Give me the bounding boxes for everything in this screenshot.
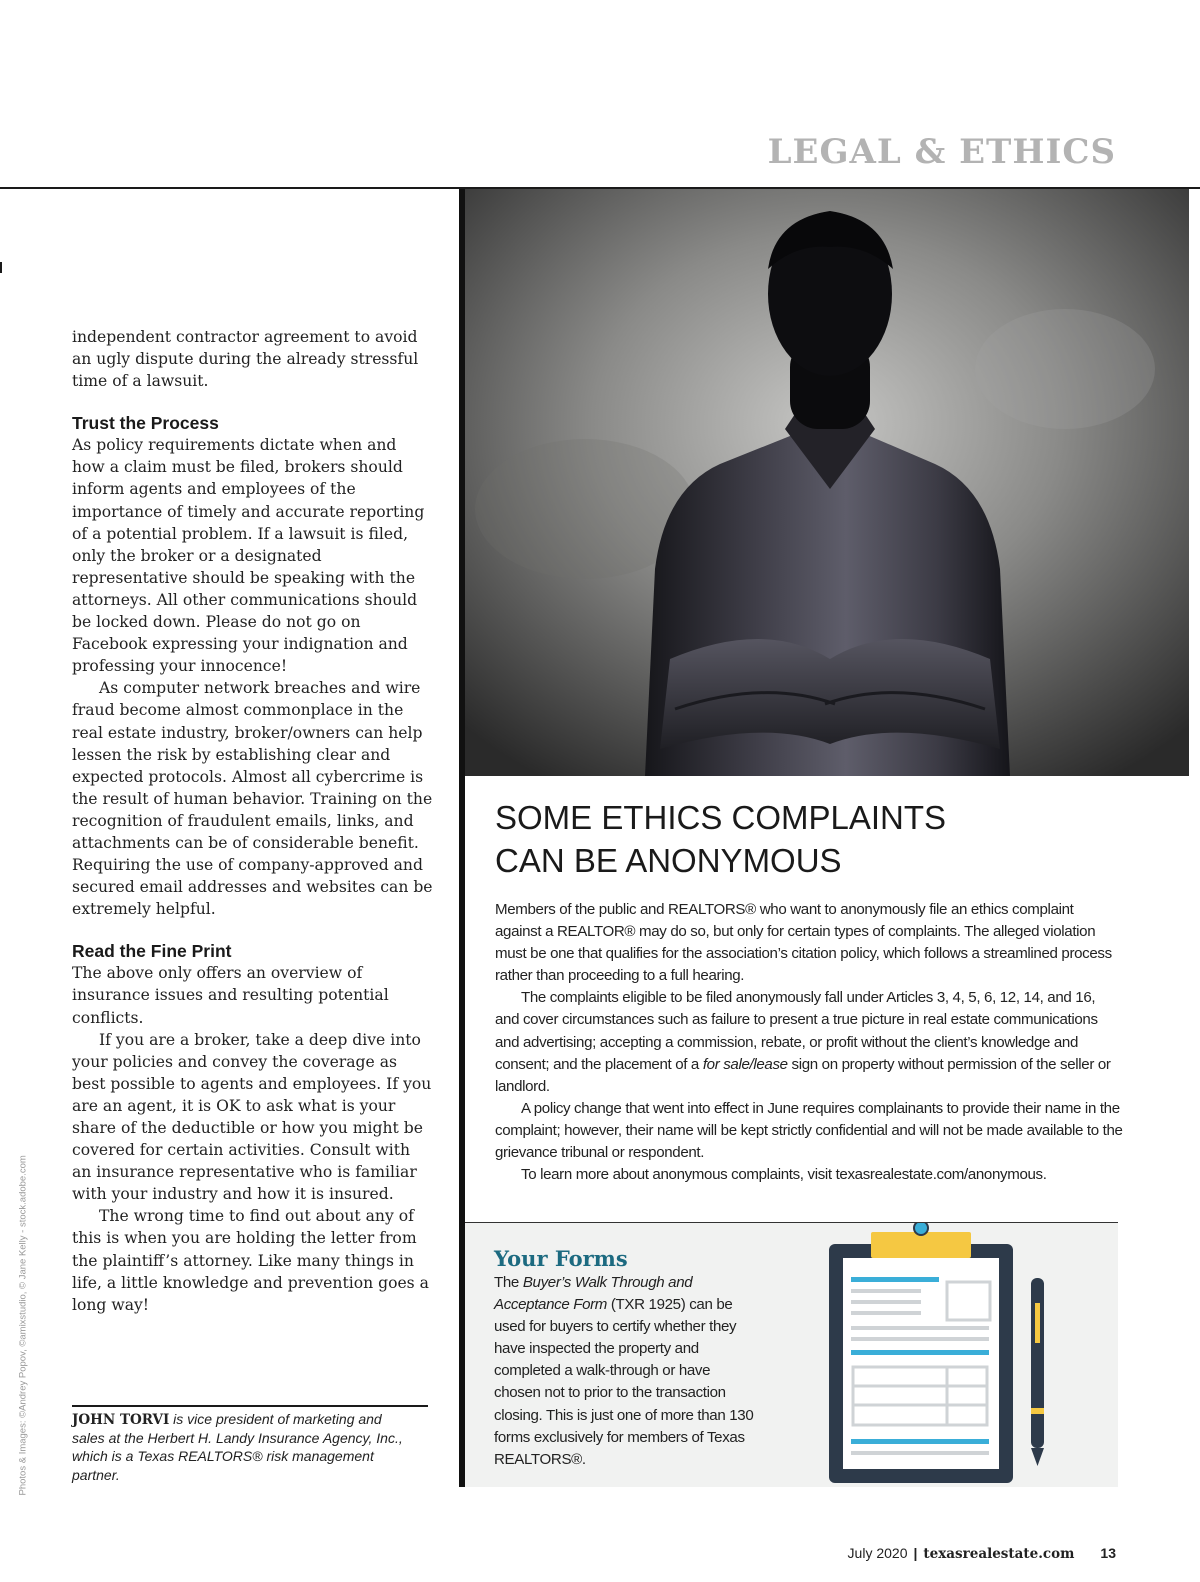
paragraph: If you are a broker, take a deep dive into your policies and convey the coverage as best possible to agents and employees. If you are an agent, it is OK to ask what is your share of the deductible or how you might be covered for certain activities. Consult with an insurance representative who is familiar with your industry and how it is insured. [72,1030,432,1204]
paragraph: The above only offers an overview of insurance issues and resulting potential conflicts. [72,964,389,1027]
page-number: 13 [1100,1545,1116,1561]
intro-paragraph: independent contractor agreement to avoid an ugly dispute during the already stressful time of a lawsuit. [72,328,419,391]
bio-rule [72,1405,428,1407]
paragraph: The wrong time to find out about any of this is when you are holding the letter from the plaintiff’s attorney. Like many things in life, a little knowledge and prevention goes a long way! [72,1207,429,1314]
anonymous-man-photo [465,189,1189,776]
footer-date: July 2020 [847,1545,908,1561]
your-forms-title: Your Forms [494,1246,628,1271]
paragraph: As policy requirements dictate when and how a claim must be filed, brokers should inform agents and employees of the importance of timely and accurate reporting of a potential problem. If a lawsuit is filed, only the broker or a designated representative should be speaking with the attorneys. All other communications should be locked down. Please do not go on Facebook expressing your indignation and professing your innocence! [72,436,425,676]
subheading-read-the-fine-print: Read the Fine Print [72,941,232,962]
subheading-trust-the-process: Trust the Process [72,413,219,434]
sidebar-title: SOME ETHICS COMPLAINTS CAN BE ANONYMOUS [495,799,947,879]
footer-separator: | [913,1545,918,1561]
sidebar-paragraph: The complaints eligible to be filed anonymously fall under Articles 3, 4, 5, 6, 12, 14, and 16, and cover circumstances such as failure to present a true picture in real estate communications and advertising; accepting a commission, rebate, or profit without the client’s knowledge and consent; and the placement of a for sale/lease sign on property without permission of the seller or landlord. [495,989,1111,1095]
your-forms-body: The Buyer’s Walk Through and Acceptance Form (TXR 1925) can be used for buyers to certify whether they have inspected the property and completed a walk-through or have chosen not to prior to the transaction closing. This is just one of more than 130 forms exclusively for members of Texas REALTORS®. [494,1274,754,1468]
margin-mark [0,262,2,273]
sidebar-paragraph: A policy change that went into effect in June requires complainants to provide their name in the complaint; however, their name will be kept strictly confidential and will not be made available to the grievance tribunal or respondent. [495,1099,1123,1162]
photo-credit: Photos & Images: ©Andrey Popov, ©amixstudio, © Jane Kelly - stock.adobe.com [17,1155,29,1496]
section-label: LEGAL & ETHICS [767,132,1116,172]
page-footer [848,1545,1116,1562]
paragraph: As computer network breaches and wire fraud become almost commonplace in the real estate industry, broker/owners can help lessen the risk by establishing clear and expected protocols. Almost all cybercrime is the result of human behavior. Training on the recognition of fraudulent emails, links, and attachments can be of considerable benefit. Requiring the use of company-approved and secured email addresses and websites can be extremely helpful. [72,679,433,919]
author-name: JOHN TORVI [72,1412,170,1428]
left-column [72,326,434,1316]
footer-site-link[interactable]: texasrealestate.com [923,1546,1075,1562]
sidebar-paragraph: To learn more about anonymous complaints, visit texasrealestate.com/anonymous. [521,1166,1047,1184]
sidebar-paragraph: Members of the public and REALTORS® who want to anonymously file an ethics complaint against a REALTOR® may do so, but only for certain types of complaints. The alleged violation must be one that qualifies for the association’s citation policy, which follows a streamlined process rather than proceeding to a full hearing. [495,901,1112,985]
author-bio-text: is vice president of marketing and sales at the Herbert H. Landy Insurance Agency, Inc., which is a Texas REALTORS® risk management partner. [72,1411,403,1483]
author-bio [72,1410,412,1484]
sidebar-body [495,899,1123,1186]
